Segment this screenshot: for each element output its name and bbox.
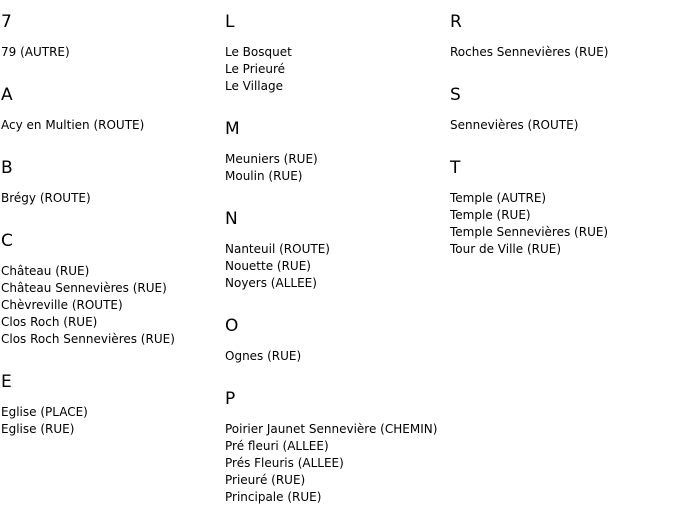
- letter-group: [225, 12, 437, 95]
- street-link[interactable]: Chèvreville (ROUTE): [1, 298, 123, 312]
- letter-group: [1, 85, 175, 134]
- street-list: [450, 190, 608, 258]
- street-list: [1, 44, 175, 61]
- letter-group: [1, 12, 175, 61]
- street-link[interactable]: Château Sennevières (RUE): [1, 281, 167, 295]
- street-list: [450, 117, 608, 134]
- letter-group: [1, 158, 175, 207]
- street-link[interactable]: Sennevières (ROUTE): [450, 118, 579, 132]
- street-list: [225, 421, 437, 506]
- letter-group: [1, 372, 175, 438]
- letter-heading: O: [225, 316, 239, 336]
- street-column-2: [225, 0, 437, 530]
- street-link[interactable]: Prés Fleuris (ALLEE): [225, 456, 344, 470]
- street-list: [1, 263, 175, 348]
- letter-group: [450, 12, 608, 61]
- street-link[interactable]: Clos Roch Sennevières (RUE): [1, 332, 175, 346]
- street-list: [225, 348, 437, 365]
- street-link[interactable]: Temple (RUE): [450, 208, 531, 222]
- street-link[interactable]: Poirier Jaunet Sennevière (CHEMIN): [225, 422, 438, 436]
- street-link[interactable]: Le Village: [225, 79, 283, 93]
- street-link[interactable]: Temple (AUTRE): [450, 191, 547, 205]
- street-link[interactable]: Le Prieuré: [225, 62, 286, 76]
- street-column-3: [450, 0, 608, 282]
- letter-heading: M: [225, 119, 240, 139]
- street-list: [1, 404, 175, 438]
- letter-heading: S: [450, 85, 461, 105]
- street-column-1: [1, 0, 175, 462]
- letter-group: [450, 158, 608, 258]
- street-list: [1, 190, 175, 207]
- letter-heading: C: [1, 231, 13, 251]
- letter-heading: T: [450, 158, 461, 178]
- street-link[interactable]: Tour de Ville (RUE): [450, 242, 562, 256]
- letter-heading: A: [1, 85, 13, 105]
- street-list: [225, 44, 437, 95]
- letter-heading: P: [225, 389, 236, 409]
- letter-heading: R: [450, 12, 462, 32]
- street-link[interactable]: Eglise (RUE): [1, 422, 75, 436]
- street-link[interactable]: Ognes (RUE): [225, 349, 302, 363]
- street-list: [225, 151, 437, 185]
- letter-group: [225, 316, 437, 365]
- letter-heading: L: [225, 12, 235, 32]
- street-link[interactable]: Prieuré (RUE): [225, 473, 306, 487]
- letter-group: [450, 85, 608, 134]
- street-link[interactable]: Roches Sennevières (RUE): [450, 45, 609, 59]
- letter-heading: E: [1, 372, 12, 392]
- street-link[interactable]: Eglise (PLACE): [1, 405, 88, 419]
- letter-group: [1, 231, 175, 348]
- street-link[interactable]: Nanteuil (ROUTE): [225, 242, 330, 256]
- street-link[interactable]: Le Bosquet: [225, 45, 292, 59]
- letter-heading: N: [225, 209, 238, 229]
- street-list: [225, 241, 437, 292]
- street-link[interactable]: Principale (RUE): [225, 490, 322, 504]
- street-link[interactable]: Clos Roch (RUE): [1, 315, 98, 329]
- street-link[interactable]: Nouette (RUE): [225, 259, 311, 273]
- street-list: [450, 44, 608, 61]
- letter-heading: B: [1, 158, 13, 178]
- street-link[interactable]: Brégy (ROUTE): [1, 191, 91, 205]
- street-link[interactable]: Moulin (RUE): [225, 169, 303, 183]
- street-link[interactable]: Pré fleuri (ALLEE): [225, 439, 329, 453]
- street-link[interactable]: Noyers (ALLEE): [225, 276, 317, 290]
- letter-heading: 7: [1, 12, 12, 32]
- letter-group: [225, 209, 437, 292]
- street-link[interactable]: 79 (AUTRE): [1, 45, 70, 59]
- street-link[interactable]: Acy en Multien (ROUTE): [1, 118, 145, 132]
- street-link[interactable]: Meuniers (RUE): [225, 152, 318, 166]
- letter-group: [225, 119, 437, 185]
- street-link[interactable]: Château (RUE): [1, 264, 90, 278]
- street-list: [1, 117, 175, 134]
- street-link[interactable]: Temple Sennevières (RUE): [450, 225, 609, 239]
- letter-group: [225, 389, 437, 506]
